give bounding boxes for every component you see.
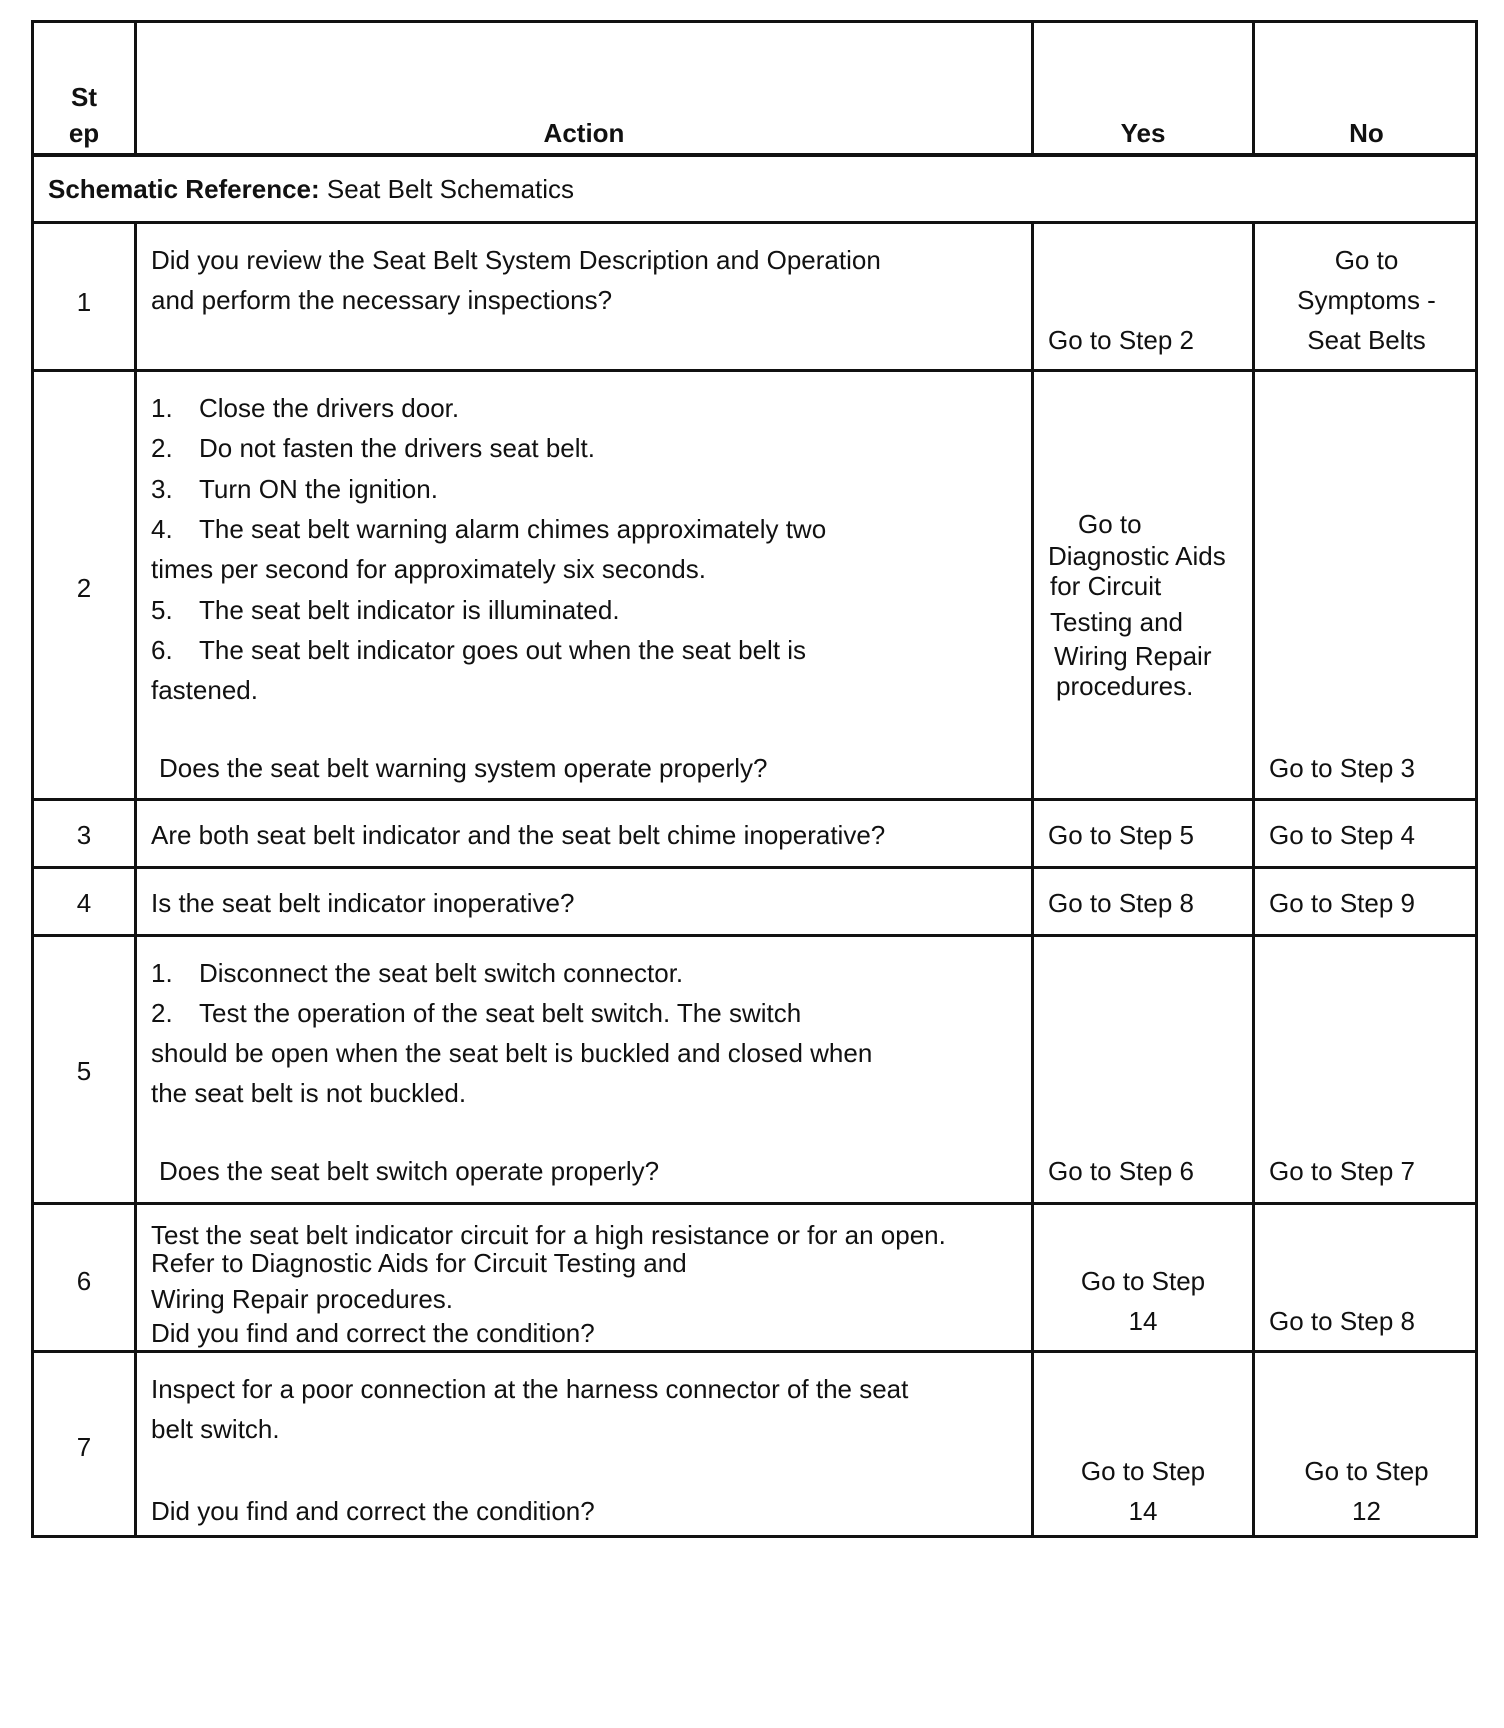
schematic-label: Schematic Reference: — [48, 174, 320, 204]
no-cell — [1255, 801, 1478, 868]
action-cell — [137, 937, 1034, 1204]
action-item: 3. Turn ON the ignition. — [151, 467, 438, 511]
no-cell — [1255, 937, 1478, 1204]
action-item-continued: times per second for approximately six seconds. — [151, 554, 706, 584]
action-cell — [137, 1205, 1034, 1352]
item-number: 2. — [151, 998, 173, 1028]
header-step-line2: ep — [68, 118, 100, 148]
step-number: 7 — [76, 1432, 92, 1462]
step-cell — [34, 937, 137, 1204]
item-number: 3. — [151, 474, 173, 504]
yes-cell — [1034, 224, 1255, 371]
item-number: 1. — [151, 393, 173, 423]
schematic-row — [31, 153, 1478, 223]
yes-text: 14 — [1128, 1306, 1158, 1336]
action-item: 1. Close the drivers door. — [151, 386, 459, 430]
yes-text: Go to Step — [1080, 1456, 1206, 1486]
yes-text: Go to — [1078, 509, 1142, 539]
no-text: Symptoms - — [1297, 285, 1436, 315]
action-cell — [137, 224, 1034, 371]
action-item: 4. The seat belt warning alarm chimes approximately two — [151, 507, 826, 551]
header-action-cell — [137, 23, 1034, 155]
action-item: 1. Disconnect the seat belt switch connector. — [151, 951, 683, 995]
no-cell — [1255, 372, 1478, 800]
item-number: 5. — [151, 595, 173, 625]
yes-text: Go to Step 6 — [1048, 1156, 1194, 1186]
action-question: Does the seat belt switch operate properly? — [159, 1156, 660, 1186]
no-cell — [1255, 224, 1478, 371]
action-line: Is the seat belt indicator inoperative? — [151, 888, 575, 918]
yes-text: Go to Step 2 — [1048, 325, 1194, 355]
table-row — [31, 866, 1478, 936]
header-no: No — [1349, 118, 1384, 148]
header-yes: Yes — [1120, 118, 1166, 148]
action-item: 6. The seat belt indicator goes out when the seat belt is — [151, 628, 806, 672]
no-cell — [1255, 869, 1478, 936]
table-row — [31, 798, 1478, 868]
action-cell — [137, 869, 1034, 936]
no-text: Go to Step 3 — [1269, 753, 1415, 783]
no-text: Go to Step 4 — [1269, 820, 1415, 850]
table-row — [31, 934, 1478, 1204]
action-item: 2. Test the operation of the seat belt switch. The switch — [151, 991, 801, 1035]
yes-text: Go to Step 5 — [1048, 820, 1194, 850]
header-step-cell — [34, 23, 137, 155]
yes-text: procedures. — [1056, 671, 1194, 701]
step-number: 1 — [76, 287, 92, 317]
yes-text: Diagnostic Aids — [1048, 541, 1226, 571]
step-number: 4 — [76, 888, 92, 918]
step-cell — [34, 869, 137, 936]
no-text: Seat Belts — [1307, 325, 1426, 355]
action-cell — [137, 1353, 1034, 1535]
item-number: 2. — [151, 433, 173, 463]
step-cell — [34, 1205, 137, 1352]
action-question: Did you find and correct the condition? — [151, 1496, 595, 1526]
action-item: 5. The seat belt indicator is illuminated. — [151, 588, 620, 632]
action-line: Did you find and correct the condition? — [151, 1318, 595, 1348]
table-row — [31, 221, 1478, 371]
yes-text: Go to Step 8 — [1048, 888, 1194, 918]
step-cell — [34, 372, 137, 800]
step-number: 5 — [76, 1056, 92, 1086]
action-item-continued: should be open when the seat belt is buckled and closed when — [151, 1038, 873, 1068]
header-action: Action — [543, 118, 625, 148]
header-yes-cell — [1034, 23, 1255, 155]
header-row — [31, 20, 1478, 155]
yes-cell — [1034, 372, 1255, 800]
no-text: Go to Step 7 — [1269, 1156, 1415, 1186]
step-number: 2 — [76, 573, 92, 603]
yes-cell — [1034, 1353, 1255, 1535]
step-cell — [34, 801, 137, 868]
no-text: Go to Step 8 — [1269, 1306, 1415, 1336]
yes-text: Go to Step — [1080, 1266, 1206, 1296]
table-row — [31, 1350, 1478, 1538]
action-line: Did you review the Seat Belt System Description and Operation — [151, 245, 881, 275]
action-cell — [137, 372, 1034, 800]
yes-text: Testing and — [1050, 607, 1183, 637]
yes-cell — [1034, 1205, 1255, 1352]
schematic-reference — [48, 167, 574, 211]
yes-text: 14 — [1128, 1496, 1158, 1526]
action-line: Refer to Diagnostic Aids for Circuit Testing and — [151, 1248, 687, 1278]
no-text: 12 — [1352, 1496, 1381, 1526]
no-cell — [1255, 1205, 1478, 1352]
no-text: Go to — [1334, 245, 1399, 275]
action-item: 2. Do not fasten the drivers seat belt. — [151, 426, 595, 470]
action-line: and perform the necessary inspections? — [151, 285, 613, 315]
step-number: 6 — [76, 1266, 92, 1296]
no-cell — [1255, 1353, 1478, 1535]
yes-cell — [1034, 801, 1255, 868]
action-line: Test the seat belt indicator circuit for a high resistance or for an open. — [151, 1220, 946, 1250]
step-number: 3 — [76, 820, 92, 850]
item-number: 6. — [151, 635, 173, 665]
header-no-cell — [1255, 23, 1478, 155]
item-number: 4. — [151, 514, 173, 544]
yes-cell — [1034, 937, 1255, 1204]
header-step-line1: St — [71, 82, 97, 112]
yes-text: Wiring Repair — [1054, 641, 1212, 671]
item-number: 1. — [151, 958, 173, 988]
diagnostic-table — [31, 20, 1478, 1708]
yes-text: for Circuit — [1050, 571, 1162, 601]
table-row — [31, 1202, 1478, 1352]
yes-cell — [1034, 869, 1255, 936]
schematic-value: Seat Belt Schematics — [326, 174, 575, 204]
action-line: Wiring Repair procedures. — [151, 1284, 454, 1314]
table-row — [31, 369, 1478, 800]
no-text: Go to Step — [1304, 1456, 1429, 1486]
action-question: Does the seat belt warning system operate properly? — [159, 753, 768, 783]
step-cell — [34, 224, 137, 371]
action-item-continued: the seat belt is not buckled. — [151, 1078, 467, 1108]
action-line: belt switch. — [151, 1414, 280, 1444]
step-cell — [34, 1353, 137, 1535]
action-line: Are both seat belt indicator and the seat belt chime inoperative? — [151, 820, 886, 850]
action-item-continued: fastened. — [151, 675, 258, 705]
action-line: Inspect for a poor connection at the harness connector of the seat — [151, 1374, 909, 1404]
action-cell — [137, 801, 1034, 868]
no-text: Go to Step 9 — [1269, 888, 1415, 918]
